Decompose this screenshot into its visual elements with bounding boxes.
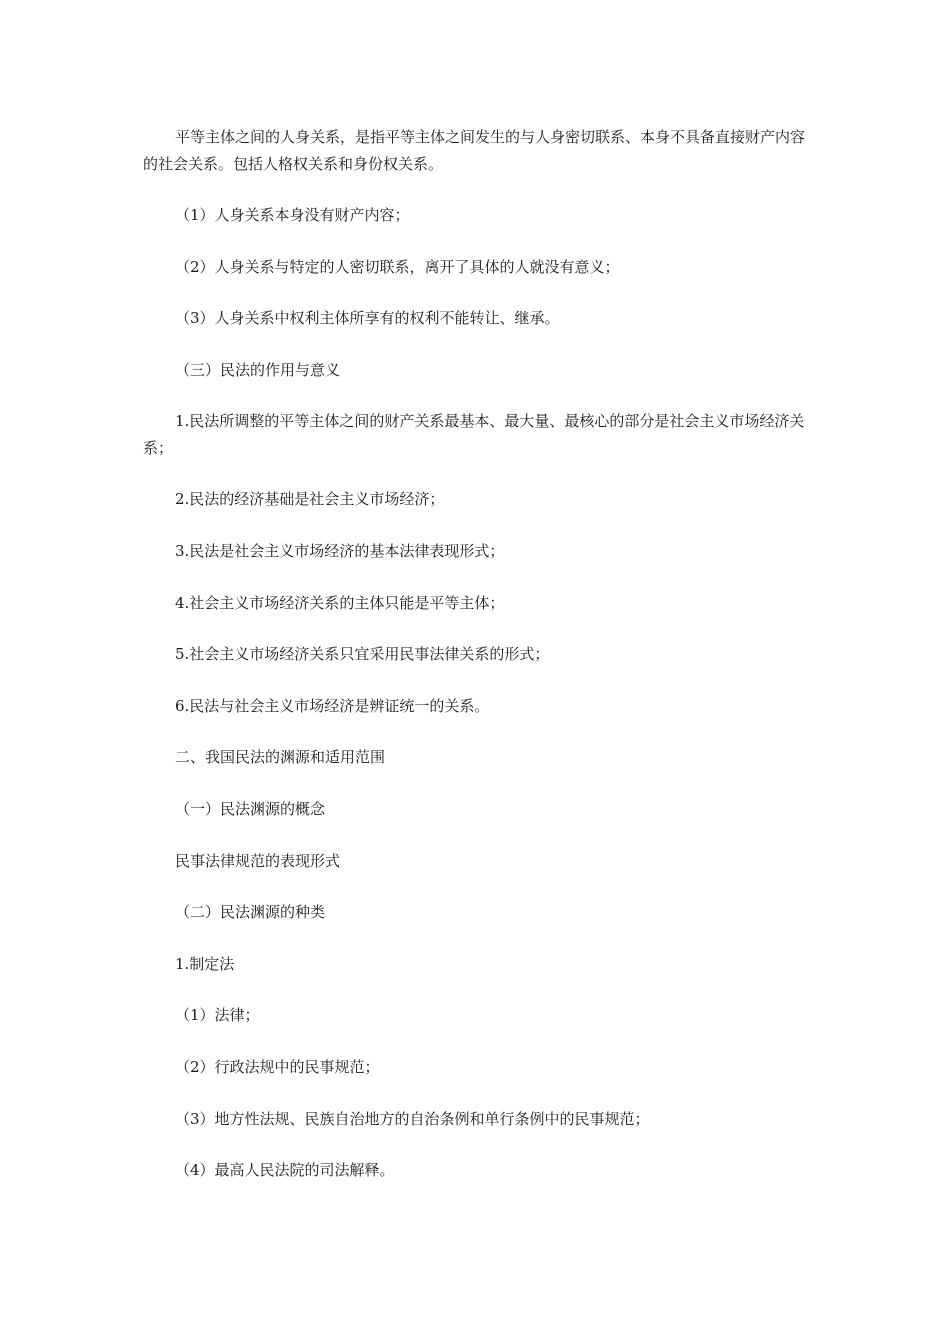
subsection-heading: 1.制定法	[175, 954, 235, 973]
list-item: （1）人身关系本身没有财产内容；	[175, 206, 410, 224]
list-item: 3.民法是社会主义市场经济的基本法律表现形式；	[175, 541, 505, 560]
list-item: 1.民法所调整的平等主体之间的财产关系最基本、最大量、最核心的部分是社会主义市场经济关系；	[143, 412, 805, 458]
section-heading: （三）民法的作用与意义	[175, 360, 341, 379]
list-item: （3）地方性法规、民族自治地方的自治条例和单行条例中的民事规范；	[175, 1109, 650, 1128]
paragraph-text: 民事法律规范的表现形式	[175, 851, 341, 870]
list-item: （1）法律；	[175, 1006, 260, 1025]
list-item: 5.社会主义市场经济关系只宜采用民事法律关系的形式；	[175, 645, 550, 664]
list-item: （2）行政法规中的民事规范；	[175, 1057, 380, 1076]
section-heading: （二）民法渊源的种类	[175, 903, 326, 922]
list-item: （4）最高人民法院的司法解释。	[175, 1161, 395, 1180]
paragraph-personal-relations: 平等主体之间的人身关系，是指平等主体之间发生的与人身密切联系、本身不具备直接财产内容的社会关系。包括人格权关系和身份权关系。	[143, 128, 806, 173]
list-item: 2.民法的经济基础是社会主义市场经济；	[175, 490, 445, 509]
document-body	[143, 124, 813, 1209]
chapter-heading: 二、我国民法的渊源和适用范围	[175, 748, 386, 767]
list-item: 6.民法与社会主义市场经济是辨证统一的关系。	[175, 696, 490, 715]
list-item: （2）人身关系与特定的人密切联系，离开了具体的人就没有意义；	[175, 257, 620, 276]
list-item: （3）人身关系中权利主体所享有的权利不能转让、继承。	[175, 309, 560, 328]
section-heading: （一）民法渊源的概念	[175, 799, 326, 818]
list-item: 4.社会主义市场经济关系的主体只能是平等主体；	[175, 593, 505, 612]
